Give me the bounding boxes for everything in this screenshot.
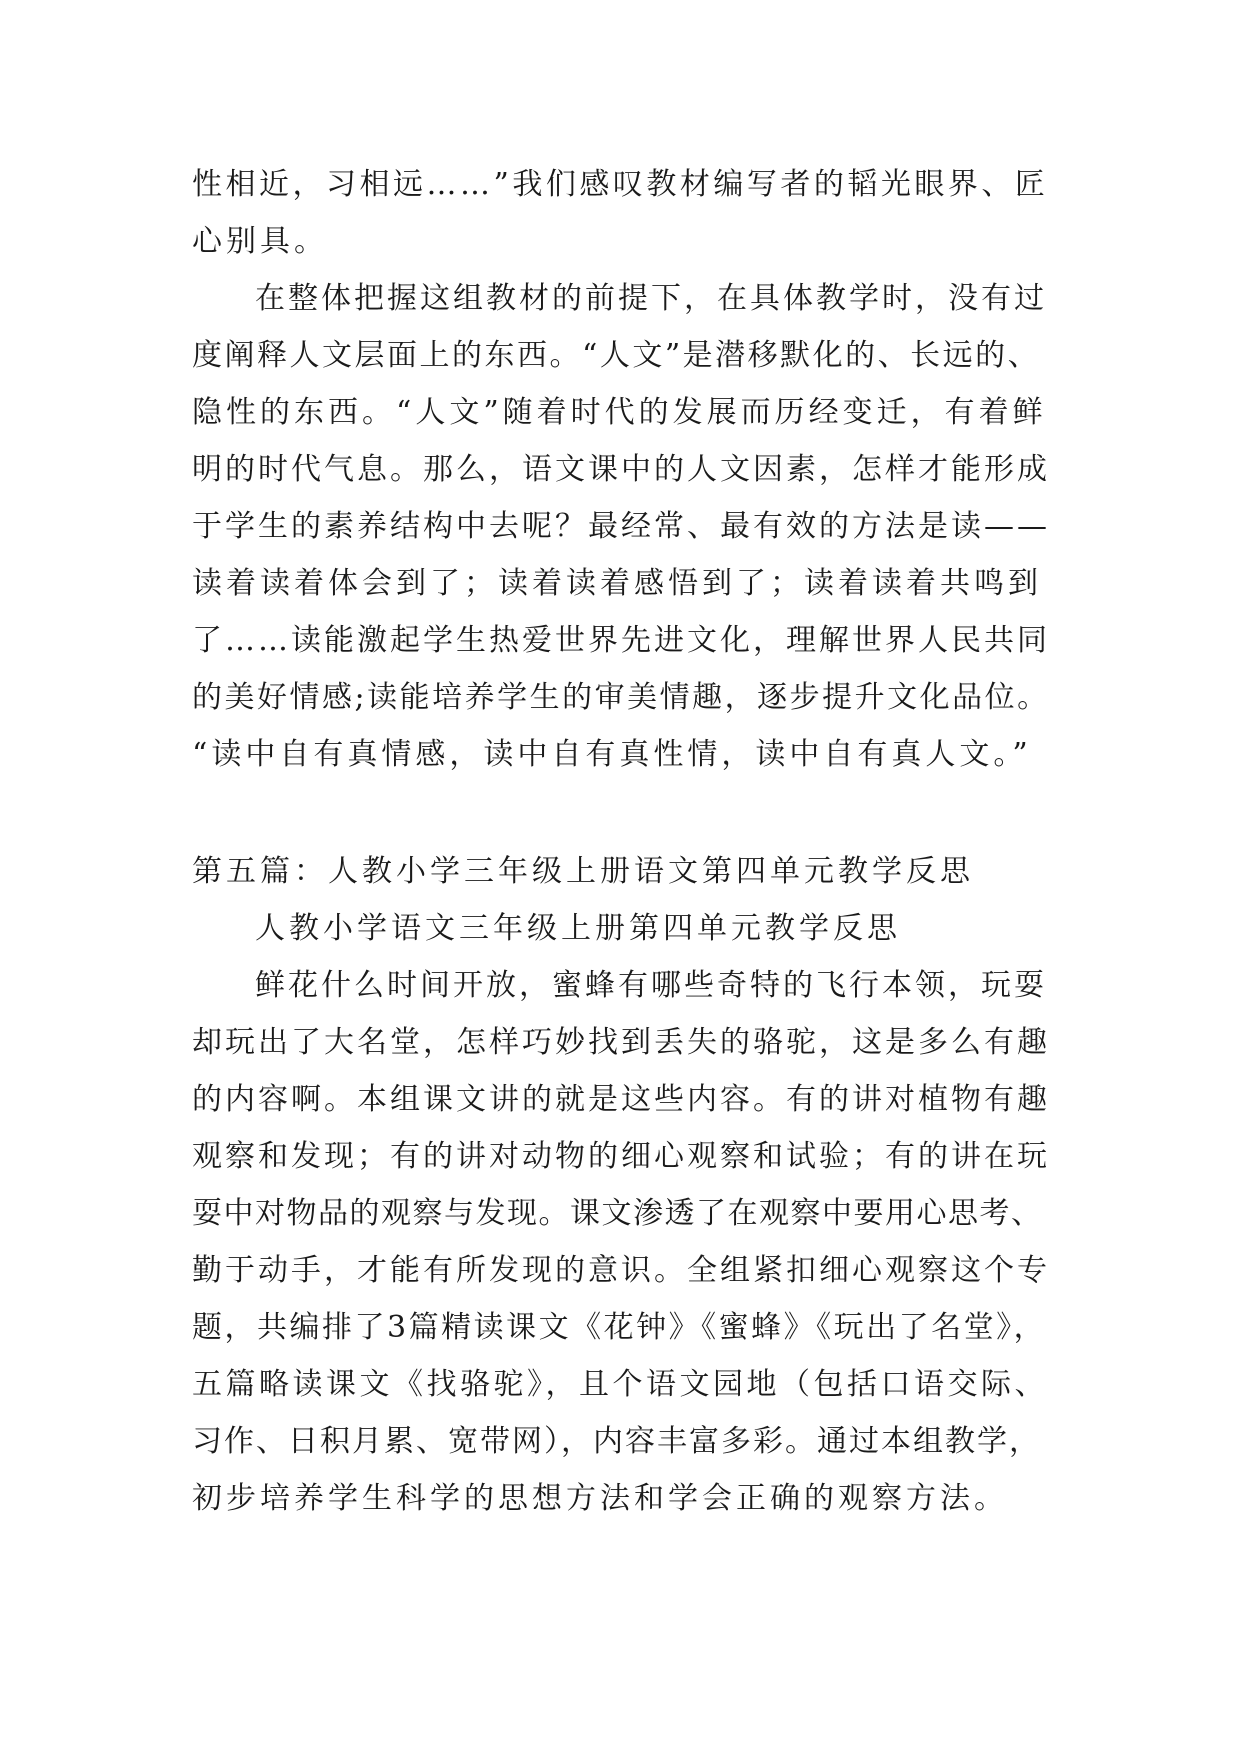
text-line: 隐性的东西。“人文”随着时代的发展而历经变迁，有着鲜 <box>192 395 1047 430</box>
text-line: 了……读能激起学生热爱世界先进文化，理解世界人民共同 <box>192 623 1050 658</box>
text-line: 度阐释人文层面上的东西。“人文”是潜移默化的、长远的、 <box>192 338 1041 373</box>
text-line: 明的时代气息。那么，语文课中的人文因素，怎样才能形成 <box>192 452 1050 487</box>
text-line: 勤于动手，才能有所发现的意识。全组紧扣细心观察这个专 <box>192 1253 1050 1288</box>
text-line: 却玩出了大名堂，怎样巧妙找到丢失的骆驼，这是多么有趣 <box>192 1025 1050 1060</box>
text-line: 心别具。 <box>192 224 328 259</box>
article-title: 人教小学语文三年级上册第四单元教学反思 <box>255 911 901 946</box>
text-line: 观察和发现；有的讲对动物的细心观察和试验；有的讲在玩 <box>192 1139 1050 1174</box>
text-line: 耍中对物品的观察与发现。课文渗透了在观察中要用心思考、 <box>192 1196 1043 1231</box>
text-line: 读着读着体会到了；读着读着感悟到了；读着读着共鸣到 <box>192 566 1042 601</box>
text-line: 的内容啊。本组课文讲的就是这些内容。有的讲对植物有趣 <box>192 1082 1050 1117</box>
text-line: “读中自有真情感，读中自有真性情，读中自有真人文。” <box>192 737 1032 772</box>
text-line: 初步培养学生科学的思想方法和学会正确的观察方法。 <box>192 1481 1008 1516</box>
section-heading: 第五篇：人教小学三年级上册语文第四单元教学反思 <box>192 854 974 889</box>
text-line: 鲜花什么时间开放，蜜蜂有哪些奇特的飞行本领，玩耍 <box>255 968 1047 1003</box>
text-line: 的美好情感;读能培养学生的审美情趣，逐步提升文化品位。 <box>192 680 1050 715</box>
text-line: 在整体把握这组教材的前提下，在具体教学时，没有过 <box>255 281 1047 316</box>
text-line: 性相近，习相远……”我们感叹教材编写者的韬光眼界、匠 <box>192 167 1049 202</box>
text-line: 于学生的素养结构中去呢？最经常、最有效的方法是读—— <box>192 509 1050 544</box>
text-line: 习作、日积月累、宽带网），内容丰富多彩。通过本组教学， <box>192 1424 1041 1459</box>
text-line: 题，共编排了3篇精读课文《花钟》《蜜蜂》《玩出了名堂》， <box>192 1310 1047 1345</box>
text-line: 五篇略读课文《找骆驼》，且个语文园地（包括口语交际、 <box>192 1367 1048 1402</box>
